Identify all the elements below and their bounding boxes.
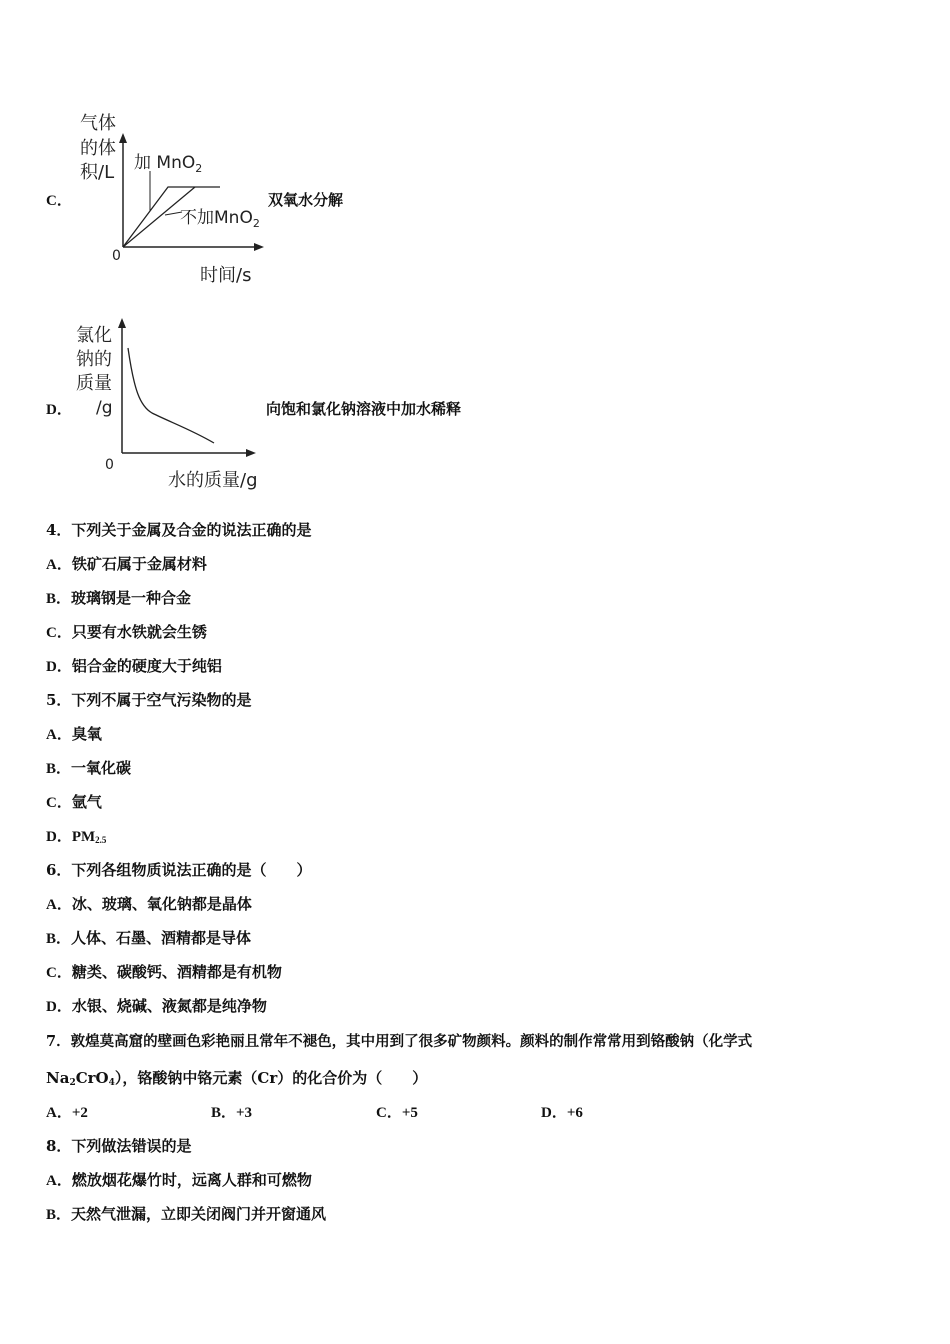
- q6-stem: 6．下列各组物质说法正确的是（ ）: [46, 861, 312, 879]
- figure-c-x-arrow: [254, 243, 264, 251]
- option-c-label: C．: [46, 193, 72, 209]
- figure-c-xlabel: 时间/s: [200, 265, 252, 286]
- q5-option-b: B．一氧化碳: [46, 761, 132, 777]
- q8-option-b: B．天然气泄漏，立即关闭阀门并开窗通风: [46, 1207, 327, 1223]
- figure-c-origin: 0: [112, 248, 121, 264]
- q4-option-c: C．只要有水铁就会生锈: [46, 625, 207, 641]
- figure-c-ylabel-3: 积/L: [80, 162, 115, 183]
- q4-option-a: A．铁矿石属于金属材料: [46, 557, 207, 573]
- q7-option-d: D．+6: [541, 1105, 583, 1121]
- q4-option-b: B．玻璃钢是一种合金: [46, 591, 192, 607]
- figure-c-y-arrow: [119, 133, 127, 143]
- q8-stem: 8．下列做法错误的是: [46, 1137, 192, 1155]
- option-d-label: D．: [46, 402, 72, 418]
- figure-d-origin: 0: [105, 457, 114, 473]
- figure-d-y-arrow: [118, 318, 126, 328]
- figure-c-caption: 双氧水分解: [268, 191, 344, 209]
- figure-d-xlabel: 水的质量/g: [168, 470, 258, 491]
- figure-d-ylabel-3: 质量: [76, 373, 112, 394]
- figure-d-ylabel-2: 钠的: [76, 349, 112, 370]
- figure-d-ylabel-1: 氯化: [76, 325, 112, 346]
- q7-option-a: A．+2: [46, 1105, 88, 1121]
- q6-option-c: C．糖类、碳酸钙、酒精都是有机物: [46, 965, 282, 981]
- q7-stem-line2: $Na_2CrO_4$），铬酸钠中铬元素（Cr）的化合价为（ ）: [46, 1069, 428, 1088]
- q8-option-a: A．燃放烟花爆竹时，远离人群和可燃物: [46, 1173, 312, 1189]
- q5-option-a: A．臭氧: [46, 727, 102, 743]
- figure-c-graph: [70, 105, 280, 295]
- q5-option-c: C．氩气: [46, 795, 102, 811]
- figure-d-curve: [128, 348, 214, 443]
- q7-option-c: C．+5: [376, 1105, 418, 1121]
- figure-c-ylabel-2: 的体: [80, 138, 116, 159]
- q4-stem: 4．下列关于金属及合金的说法正确的是: [46, 521, 312, 539]
- q4-option-d: D．铝合金的硬度大于纯铝: [46, 659, 222, 675]
- q7-stem-line1: 7．敦煌莫高窟的壁画色彩艳丽且常年不褪色，其中用到了很多矿物颜料。颜料的制作常常用到铬酸钠（化学式: [46, 1033, 753, 1050]
- figure-d-ylabel-4: /g: [96, 398, 113, 418]
- figure-d-x-arrow: [246, 449, 256, 457]
- figure-c-curve2-label: 不加MnO$_2$: [180, 208, 260, 230]
- figure-c-curve1-label: 加 MnO$_2$: [134, 153, 203, 175]
- figure-d-caption: 向饱和氯化钠溶液中加水稀释: [266, 400, 462, 418]
- q7-option-b: B．+3: [211, 1105, 253, 1121]
- q6-option-b: B．人体、石墨、酒精都是导体: [46, 931, 252, 947]
- q6-option-d: D．水银、烧碱、液氮都是纯净物: [46, 999, 267, 1015]
- figure-c-ylabel-1: 气体: [80, 113, 116, 134]
- figure-d-graph: [70, 310, 270, 495]
- q5-option-d: D．$PM_{2.5}$: [46, 829, 107, 845]
- q6-option-a: A．冰、玻璃、氧化钠都是晶体: [46, 897, 252, 913]
- q5-stem: 5．下列不属于空气污染物的是: [46, 691, 252, 709]
